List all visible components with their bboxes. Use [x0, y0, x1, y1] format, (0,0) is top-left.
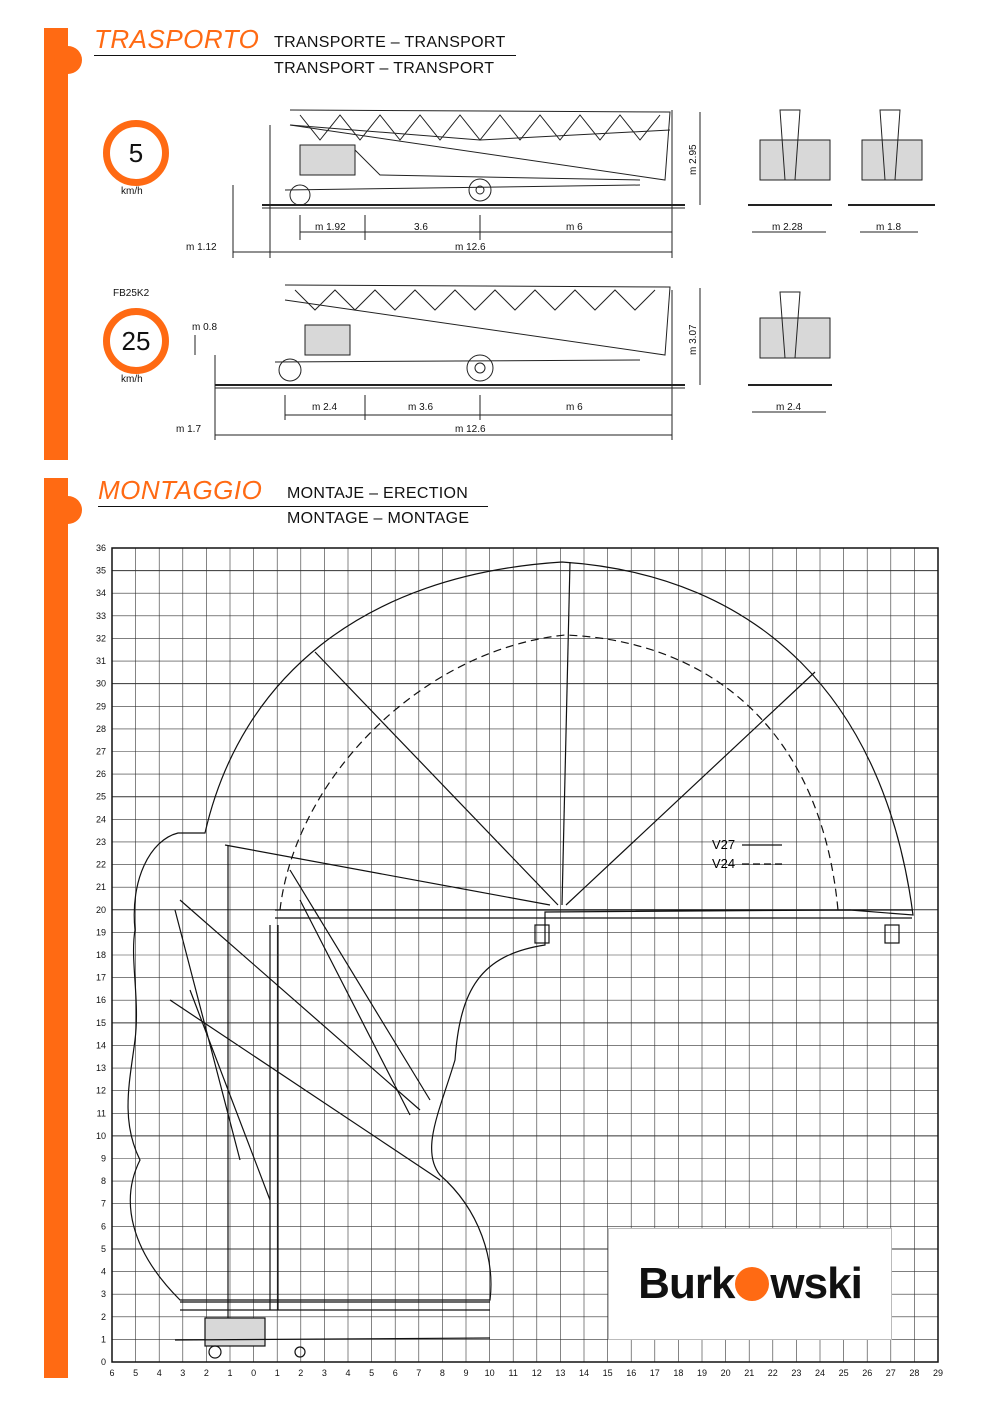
dim-top-overhang: m 1.12: [186, 242, 217, 253]
x-tick-label: 7: [416, 1368, 422, 1378]
y-tick-label: 29: [95, 701, 106, 712]
x-tick-label: 10: [484, 1368, 495, 1378]
x-tick-label: 3: [180, 1368, 186, 1378]
y-tick-label: 23: [95, 836, 106, 847]
y-tick-label: 6: [100, 1221, 106, 1232]
x-tick-label: 22: [767, 1368, 778, 1378]
erection-subtitle-2: MONTAGE – MONTAGE: [287, 510, 470, 527]
x-tick-label: 6: [392, 1368, 398, 1378]
dim-bot-a: m 2.4: [312, 402, 338, 413]
dim-bot-clearance: m 0.8: [192, 322, 218, 333]
y-tick-label: 15: [95, 1017, 106, 1028]
erection-subtitle-1: MONTAJE – ERECTION: [287, 485, 469, 502]
x-tick-label: 16: [626, 1368, 637, 1378]
dim-bot-c: m 6: [566, 402, 583, 413]
x-tick-label: 21: [744, 1368, 755, 1378]
dim-top-width2: m 1.8: [876, 222, 902, 233]
x-tick-label: 25: [838, 1368, 849, 1378]
y-tick-label: 12: [95, 1085, 106, 1096]
dim-bot-width: m 2.4: [776, 402, 802, 413]
y-tick-label: 3: [100, 1289, 106, 1300]
dim-top-c: m 6: [566, 222, 583, 233]
x-tick-label: 1: [274, 1368, 280, 1378]
y-tick-label: 2: [100, 1311, 106, 1322]
legend-v24-label: V24: [712, 856, 736, 871]
dim-bot-b: m 3.6: [408, 402, 434, 413]
y-tick-label: 24: [95, 814, 106, 825]
dim-top-width1: m 2.28: [772, 222, 803, 233]
x-tick-label: 24: [814, 1368, 826, 1378]
transport-subtitle-1: TRANSPORTE – TRANSPORT: [274, 34, 506, 51]
model-label: FB25K2: [113, 288, 150, 299]
y-tick-label: 14: [95, 1040, 106, 1051]
x-tick-label: 27: [885, 1368, 896, 1378]
y-tick-label: 20: [95, 904, 106, 915]
y-tick-label: 11: [96, 1108, 106, 1119]
x-tick-label: 20: [720, 1368, 731, 1378]
brand-text-pre: Burk: [638, 1259, 735, 1308]
brand-logo: [608, 1228, 892, 1340]
x-tick-label: 14: [578, 1368, 590, 1378]
legend-v27-label: V27: [712, 837, 736, 852]
x-tick-label: 4: [156, 1368, 162, 1378]
x-tick-label: 3: [321, 1368, 327, 1378]
x-tick-label: 12: [531, 1368, 542, 1378]
x-tick-label: 15: [602, 1368, 613, 1378]
speed-unit-1: km/h: [121, 186, 143, 197]
y-tick-label: 5: [100, 1243, 106, 1254]
dim-top-height: m 2.95: [688, 144, 699, 175]
transport-subtitle-2: TRANSPORT – TRANSPORT: [274, 60, 495, 77]
speed-sign-25: 25: [103, 308, 169, 374]
dim-top-total: m 12.6: [455, 242, 486, 253]
erection-title: MONTAGGIO: [98, 475, 263, 505]
y-tick-label: 30: [95, 678, 106, 689]
y-tick-label: 31: [95, 656, 106, 667]
speed-sign-5: 5: [103, 120, 169, 186]
speed-unit-2: km/h: [121, 374, 143, 385]
x-tick-label: 6: [109, 1368, 115, 1378]
y-tick-label: 22: [95, 859, 106, 870]
y-tick-label: 13: [95, 1063, 106, 1074]
y-tick-label: 35: [95, 565, 106, 576]
y-tick-label: 28: [95, 723, 106, 734]
x-tick-label: 19: [696, 1368, 708, 1378]
x-tick-label: 23: [791, 1368, 802, 1378]
x-tick-label: 1: [227, 1368, 233, 1378]
x-tick-label: 5: [133, 1368, 139, 1378]
x-tick-label: 5: [369, 1368, 375, 1378]
y-tick-label: 4: [100, 1266, 106, 1277]
x-tick-label: 0: [251, 1368, 257, 1378]
brand-text-post: wski: [770, 1259, 862, 1308]
y-tick-label: 27: [95, 746, 106, 757]
x-tick-label: 2: [298, 1368, 304, 1378]
dim-bot-total: m 12.6: [455, 424, 486, 435]
y-tick-label: 34: [95, 588, 106, 599]
x-tick-label: 13: [555, 1368, 566, 1378]
transport-title: TRASPORTO: [94, 24, 260, 54]
y-tick-label: 33: [95, 610, 106, 621]
x-tick-label: 29: [932, 1368, 944, 1378]
dim-bot-height: m 3.07: [688, 324, 699, 355]
x-tick-label: 2: [203, 1368, 209, 1378]
x-tick-label: 9: [463, 1368, 469, 1378]
dim-top-b: 3.6: [414, 222, 428, 233]
y-tick-label: 8: [100, 1176, 106, 1187]
dim-top-a: m 1.92: [315, 222, 346, 233]
y-tick-label: 32: [95, 633, 106, 644]
y-tick-label: 17: [95, 972, 106, 983]
x-tick-label: 4: [345, 1368, 351, 1378]
x-tick-label: 17: [649, 1368, 660, 1378]
x-tick-label: 28: [909, 1368, 920, 1378]
x-tick-label: 11: [508, 1368, 518, 1378]
y-tick-label: 25: [95, 791, 106, 802]
y-tick-label: 21: [95, 882, 106, 893]
brand-gear-icon: [735, 1267, 769, 1301]
x-tick-label: 18: [673, 1368, 684, 1378]
y-tick-label: 7: [100, 1198, 106, 1209]
y-tick-label: 16: [95, 995, 106, 1006]
y-tick-label: 9: [100, 1153, 106, 1164]
x-tick-label: 8: [439, 1368, 445, 1378]
y-tick-label: 10: [95, 1130, 106, 1141]
y-tick-label: 19: [95, 927, 106, 938]
dim-bot-overhang: m 1.7: [176, 424, 202, 435]
y-tick-label: 1: [100, 1334, 106, 1345]
x-tick-label: 26: [862, 1368, 873, 1378]
y-tick-label: 36: [95, 543, 106, 553]
y-tick-label: 18: [95, 950, 106, 960]
y-tick-label: 26: [95, 769, 106, 780]
y-tick-label: 0: [100, 1357, 106, 1367]
